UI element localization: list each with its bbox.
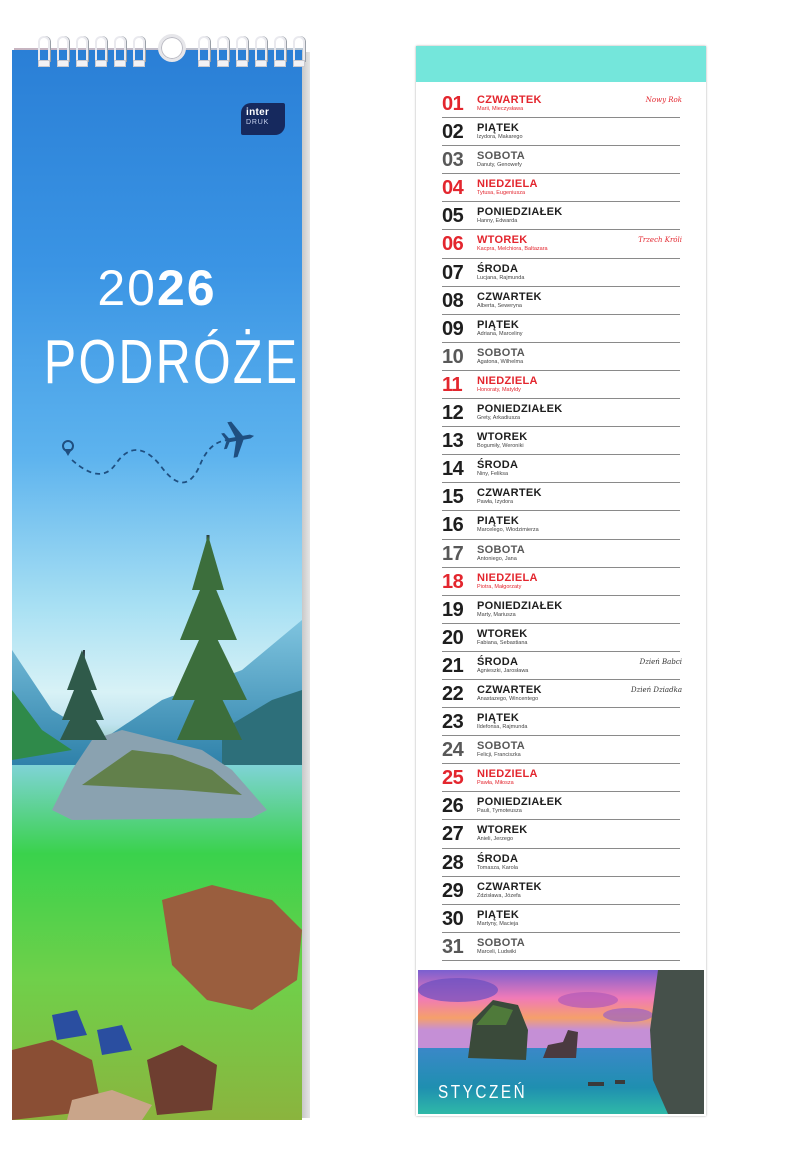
spiral-ring: [236, 36, 248, 62]
weekday-name: PIĄTEK: [477, 122, 520, 135]
spiral-ring: [293, 36, 305, 62]
holiday-label: Dzień Babci: [639, 657, 682, 666]
weekday-name: PIĄTEK: [477, 318, 520, 331]
day-number: 26: [442, 795, 464, 818]
cover-title: PODRÓŻE: [43, 328, 300, 397]
name-days: Ildefonsa, Rajmunda: [477, 724, 528, 731]
spiral-ring: [133, 36, 145, 62]
name-days: Antoniego, Jana: [477, 555, 517, 562]
name-days: Piotra, Małgorzaty: [477, 583, 522, 590]
interdruk-logo: [241, 103, 285, 135]
day-row: [442, 174, 680, 202]
name-days: Danuty, Genowefy: [477, 162, 522, 169]
spiral-ring: [198, 36, 210, 62]
day-row: [442, 287, 680, 315]
weekday-name: NIEDZIELA: [477, 178, 538, 191]
day-row: [442, 483, 680, 511]
name-days: Anieli, Jerzego: [477, 836, 514, 843]
spiral-ring-hole: [38, 60, 50, 67]
day-row: [442, 202, 680, 230]
day-row: [442, 259, 680, 287]
name-days: Lucjana, Rajmunda: [477, 274, 525, 281]
day-number: 13: [442, 430, 464, 453]
weekday-name: NIEDZIELA: [477, 374, 538, 387]
day-number: 15: [442, 486, 464, 509]
day-number: 28: [442, 851, 464, 874]
name-days: Zdzisława, Józefa: [477, 892, 521, 899]
day-number: 22: [442, 682, 464, 705]
day-number: 01: [442, 93, 464, 115]
name-days: Marcelego, Włodzimierza: [477, 527, 539, 534]
month-photo: [418, 970, 704, 1114]
month-name: STYCZEŃ: [438, 1082, 528, 1102]
day-row: [442, 399, 680, 427]
map-pin-icon: [63, 441, 73, 456]
day-number: 24: [442, 739, 464, 762]
spiral-ring: [76, 36, 88, 62]
day-row: [442, 764, 680, 792]
weekday-name: PIĄTEK: [477, 515, 520, 528]
day-row: [442, 933, 680, 961]
name-days: Fabiana, Sebastiana: [477, 639, 528, 646]
day-number: 08: [442, 289, 464, 312]
weekday-name: ŚRODA: [477, 655, 519, 668]
day-number: 11: [442, 373, 463, 396]
spiral-ring: [95, 36, 107, 62]
weekday-name: WTOREK: [477, 431, 528, 444]
spiral-ring-hole: [274, 60, 286, 67]
spiral-binding: [26, 30, 316, 70]
weekday-name: WTOREK: [477, 824, 528, 837]
weekday-name: NIEDZIELA: [477, 768, 538, 781]
day-row: [442, 90, 680, 118]
day-row: [442, 905, 680, 933]
day-number: 29: [442, 879, 464, 902]
year-suffix: 26: [157, 260, 217, 316]
spiral-ring-hole: [255, 60, 267, 67]
day-number: 18: [442, 570, 464, 593]
day-number: 23: [442, 711, 464, 734]
name-days: Niny, Feliksa: [477, 471, 509, 478]
day-number: 03: [442, 149, 464, 172]
day-row: [442, 230, 680, 258]
day-list: [442, 90, 680, 961]
day-row: [442, 146, 680, 174]
day-row: [442, 652, 680, 680]
day-row: [442, 792, 680, 820]
spiral-ring-hole: [95, 60, 107, 67]
weekday-name: ŚRODA: [477, 459, 519, 472]
name-days: Grety, Arkadiusza: [477, 415, 520, 422]
weekday-name: PIĄTEK: [477, 908, 520, 921]
name-days: Alberta, Seweryna: [477, 302, 522, 309]
day-number: 25: [442, 767, 464, 790]
name-days: Agnieszki, Jarosława: [477, 667, 529, 674]
name-days: Kacpra, Melchiora, Baltazara: [477, 246, 548, 253]
day-number: 10: [442, 345, 464, 368]
day-row: [442, 820, 680, 848]
weekday-name: ŚRODA: [477, 262, 519, 275]
cover-page-edges: [302, 52, 310, 1118]
weekday-name: SOBOTA: [477, 150, 526, 163]
day-number: 21: [442, 654, 464, 677]
day-number: 14: [442, 458, 464, 481]
name-days: Tytusa, Eugeniusza: [477, 190, 526, 197]
spiral-ring: [57, 36, 69, 62]
weekday-name: CZWARTEK: [477, 94, 542, 106]
holiday-label: Trzech Króli: [638, 236, 682, 245]
day-row: [442, 708, 680, 736]
name-days: Martyny, Macieja: [477, 920, 519, 927]
spiral-ring: [255, 36, 267, 62]
calendar-month-page: [416, 46, 706, 1116]
day-row: [442, 596, 680, 624]
day-row: [442, 118, 680, 146]
day-row: [442, 511, 680, 539]
day-row: [442, 371, 680, 399]
logo-line1: inter: [246, 107, 270, 118]
logo-line2: DRUK: [246, 119, 270, 126]
weekday-name: PIĄTEK: [477, 712, 520, 725]
day-row: [442, 427, 680, 455]
hanging-hole: [158, 34, 186, 62]
day-number: 04: [442, 177, 464, 200]
day-number: 09: [442, 317, 464, 340]
cover-photo: [12, 50, 302, 1120]
weekday-name: WTOREK: [477, 627, 528, 640]
day-number: 02: [442, 121, 464, 144]
day-number: 31: [442, 935, 464, 958]
weekday-name: SOBOTA: [477, 346, 526, 359]
name-days: Tomasza, Karola: [477, 864, 518, 871]
weekday-name: PONIEDZIAŁEK: [477, 206, 563, 219]
airplane-icon: [219, 418, 257, 459]
day-row: [442, 540, 680, 568]
name-days: Hanny, Edwarda: [477, 218, 518, 225]
weekday-name: CZWARTEK: [477, 880, 542, 893]
spiral-ring: [114, 36, 126, 62]
day-number: 05: [442, 205, 464, 228]
spiral-ring-hole: [76, 60, 88, 67]
spiral-ring: [217, 36, 229, 62]
weekday-name: SOBOTA: [477, 936, 526, 949]
holiday-label: Nowy Rok: [645, 96, 682, 104]
cover-year: [12, 258, 302, 318]
day-number: 19: [442, 598, 464, 621]
day-number: 07: [442, 261, 464, 284]
weekday-name: PONIEDZIAŁEK: [477, 599, 563, 612]
day-number: 06: [442, 233, 464, 256]
name-days: Marty, Mariusza: [477, 611, 516, 618]
spiral-ring-hole: [133, 60, 145, 67]
day-number: 30: [442, 907, 464, 930]
name-days: Marii, Mieczysława: [477, 106, 524, 112]
spiral-ring-hole: [217, 60, 229, 67]
day-row: [442, 877, 680, 905]
day-number: 12: [442, 402, 464, 425]
weekday-name: CZWARTEK: [477, 487, 542, 500]
day-number: 27: [442, 823, 464, 846]
day-row: [442, 455, 680, 483]
name-days: Marceli, Ludwiki: [477, 948, 517, 955]
name-days: Bogumiły, Weroniki: [477, 443, 524, 450]
day-number: 20: [442, 626, 464, 649]
year-prefix: 20: [97, 260, 157, 316]
name-days: Pawła, Izydora: [477, 499, 514, 506]
name-days: Agatona, Wilhelma: [477, 358, 524, 365]
day-row: [442, 315, 680, 343]
name-days: Felicji, Franciszka: [477, 752, 521, 759]
spiral-ring-hole: [293, 60, 305, 67]
spiral-ring-hole: [57, 60, 69, 67]
day-row: [442, 849, 680, 877]
name-days: Anastazego, Wincentego: [477, 695, 539, 702]
weekday-name: SOBOTA: [477, 543, 526, 556]
weekday-name: PONIEDZIAŁEK: [477, 796, 563, 809]
name-days: Izydora, Makarego: [477, 134, 523, 141]
spiral-ring: [38, 36, 50, 62]
weekday-name: CZWARTEK: [477, 290, 542, 303]
day-row: [442, 624, 680, 652]
flight-path-graphic: [60, 410, 260, 490]
name-days: Pauli, Tymoteusza: [477, 808, 522, 815]
name-days: Adriana, Marceliny: [477, 330, 523, 337]
spiral-ring-hole: [114, 60, 126, 67]
day-number: 16: [442, 514, 464, 537]
holiday-label: Dzień Dziadka: [630, 685, 682, 694]
page-header-band: [416, 46, 706, 82]
day-number: 17: [442, 542, 464, 565]
lake-landscape-illustration: [12, 50, 302, 1120]
day-row: [442, 568, 680, 596]
day-row: [442, 736, 680, 764]
weekday-name: SOBOTA: [477, 740, 526, 753]
weekday-name: NIEDZIELA: [477, 571, 538, 584]
day-row: [442, 680, 680, 708]
weekday-name: WTOREK: [477, 234, 528, 247]
weekday-name: ŚRODA: [477, 852, 519, 865]
spiral-ring-hole: [236, 60, 248, 67]
spiral-ring: [274, 36, 286, 62]
weekday-name: PONIEDZIAŁEK: [477, 403, 563, 416]
weekday-name: CZWARTEK: [477, 683, 542, 696]
spiral-ring-hole: [198, 60, 210, 67]
calendar-cover: [12, 30, 308, 1122]
day-row: [442, 343, 680, 371]
name-days: Pawła, Miłosza: [477, 780, 514, 787]
name-days: Honoraty, Matyldy: [477, 386, 521, 393]
